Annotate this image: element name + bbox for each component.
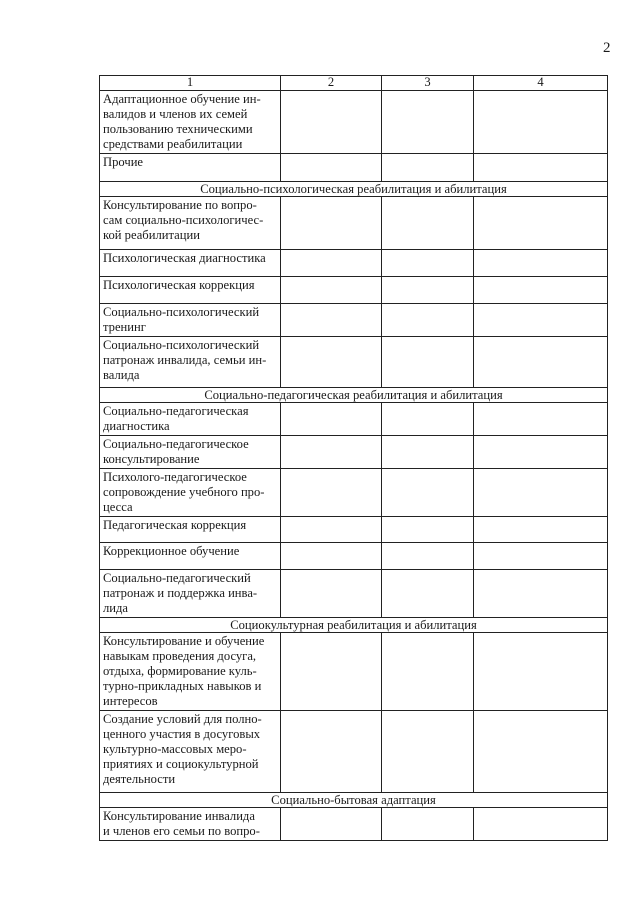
page-number: 2 (603, 40, 611, 56)
empty-cell-col-4 (474, 808, 608, 841)
section-header-row (100, 618, 608, 633)
empty-cell-col-3 (382, 436, 474, 469)
empty-cell-col-3 (382, 197, 474, 250)
service-name-cell: Социально-педагогический патронаж и поддержка инва- лида (100, 570, 281, 618)
section-header-row (100, 793, 608, 808)
service-name-cell: Социально-педагогическое консультирование (100, 436, 281, 469)
service-name-cell: Психолого-педагогическое сопровождение учебного про- цесса (100, 469, 281, 517)
section-header: Социально-бытовая адаптация (100, 793, 608, 808)
empty-cell-col-4 (474, 570, 608, 618)
column-header-2: 2 (281, 76, 382, 91)
table-row (100, 808, 608, 841)
empty-cell-col-3 (382, 808, 474, 841)
empty-cell-col-2 (281, 570, 382, 618)
empty-cell-col-4 (474, 277, 608, 304)
empty-cell-col-2 (281, 197, 382, 250)
empty-cell-col-2 (281, 469, 382, 517)
empty-cell-col-3 (382, 304, 474, 337)
empty-cell-col-3 (382, 403, 474, 436)
empty-cell-col-2 (281, 808, 382, 841)
rehabilitation-table (99, 75, 608, 841)
empty-cell-col-4 (474, 436, 608, 469)
service-name-cell: Педагогическая коррекция (100, 517, 281, 543)
empty-cell-col-2 (281, 337, 382, 388)
table-row (100, 197, 608, 250)
table-row (100, 469, 608, 517)
section-header-row (100, 388, 608, 403)
column-header-1: 1 (100, 76, 281, 91)
empty-cell-col-2 (281, 154, 382, 182)
empty-cell-col-2 (281, 436, 382, 469)
empty-cell-col-3 (382, 250, 474, 277)
empty-cell-col-2 (281, 633, 382, 711)
section-header: Социокультурная реабилитация и абилитация (100, 618, 608, 633)
empty-cell-col-3 (382, 517, 474, 543)
table-body (100, 91, 608, 841)
empty-cell-col-4 (474, 633, 608, 711)
column-number-row (100, 76, 608, 91)
table-row (100, 403, 608, 436)
service-name-cell: Консультирование инвалида и членов его семьи по вопро- (100, 808, 281, 841)
table-row (100, 304, 608, 337)
service-name-cell: Социально-психологический патронаж инвалида, семьи ин- валида (100, 337, 281, 388)
empty-cell-col-4 (474, 337, 608, 388)
empty-cell-col-3 (382, 277, 474, 304)
empty-cell-col-3 (382, 711, 474, 793)
empty-cell-col-4 (474, 91, 608, 154)
empty-cell-col-2 (281, 711, 382, 793)
service-name-cell: Создание условий для полно- ценного участия в досуговых культурно-массовых меро- приятиях и социокультурной деятельности (100, 711, 281, 793)
service-name-cell: Прочие (100, 154, 281, 182)
empty-cell-col-4 (474, 154, 608, 182)
empty-cell-col-2 (281, 250, 382, 277)
table-row (100, 277, 608, 304)
section-header-row (100, 182, 608, 197)
table-row (100, 543, 608, 570)
table-row (100, 517, 608, 543)
service-name-cell: Консультирование и обучение навыкам проведения досуга, отдыха, формирование куль- турно-прикладных навыков и интересов (100, 633, 281, 711)
empty-cell-col-4 (474, 250, 608, 277)
table-row (100, 91, 608, 154)
table-row (100, 570, 608, 618)
service-name-cell: Адаптационное обучение ин- валидов и членов их семей пользованию техническими средствами реабилитации (100, 91, 281, 154)
column-header-3: 3 (382, 76, 474, 91)
empty-cell-col-3 (382, 91, 474, 154)
empty-cell-col-4 (474, 469, 608, 517)
table-row (100, 633, 608, 711)
table-row (100, 711, 608, 793)
table-row (100, 436, 608, 469)
table-row (100, 337, 608, 388)
service-name-cell: Социально-психологический тренинг (100, 304, 281, 337)
empty-cell-col-3 (382, 154, 474, 182)
empty-cell-col-2 (281, 543, 382, 570)
empty-cell-col-3 (382, 633, 474, 711)
service-name-cell: Психологическая диагностика (100, 250, 281, 277)
empty-cell-col-2 (281, 517, 382, 543)
empty-cell-col-3 (382, 543, 474, 570)
empty-cell-col-2 (281, 277, 382, 304)
column-header-4: 4 (474, 76, 608, 91)
empty-cell-col-4 (474, 543, 608, 570)
table-row (100, 250, 608, 277)
service-name-cell: Консультирование по вопро- сам социально-психологичес- кой реабилитации (100, 197, 281, 250)
empty-cell-col-3 (382, 570, 474, 618)
section-header: Социально-педагогическая реабилитация и абилитация (100, 388, 608, 403)
service-name-cell: Коррекционное обучение (100, 543, 281, 570)
service-name-cell: Социально-педагогическая диагностика (100, 403, 281, 436)
section-header: Социально-психологическая реабилитация и абилитация (100, 182, 608, 197)
empty-cell-col-4 (474, 304, 608, 337)
empty-cell-col-3 (382, 469, 474, 517)
service-name-cell: Психологическая коррекция (100, 277, 281, 304)
table-row (100, 154, 608, 182)
empty-cell-col-4 (474, 403, 608, 436)
empty-cell-col-4 (474, 711, 608, 793)
empty-cell-col-4 (474, 517, 608, 543)
empty-cell-col-2 (281, 304, 382, 337)
empty-cell-col-2 (281, 91, 382, 154)
empty-cell-col-4 (474, 197, 608, 250)
empty-cell-col-3 (382, 337, 474, 388)
empty-cell-col-2 (281, 403, 382, 436)
